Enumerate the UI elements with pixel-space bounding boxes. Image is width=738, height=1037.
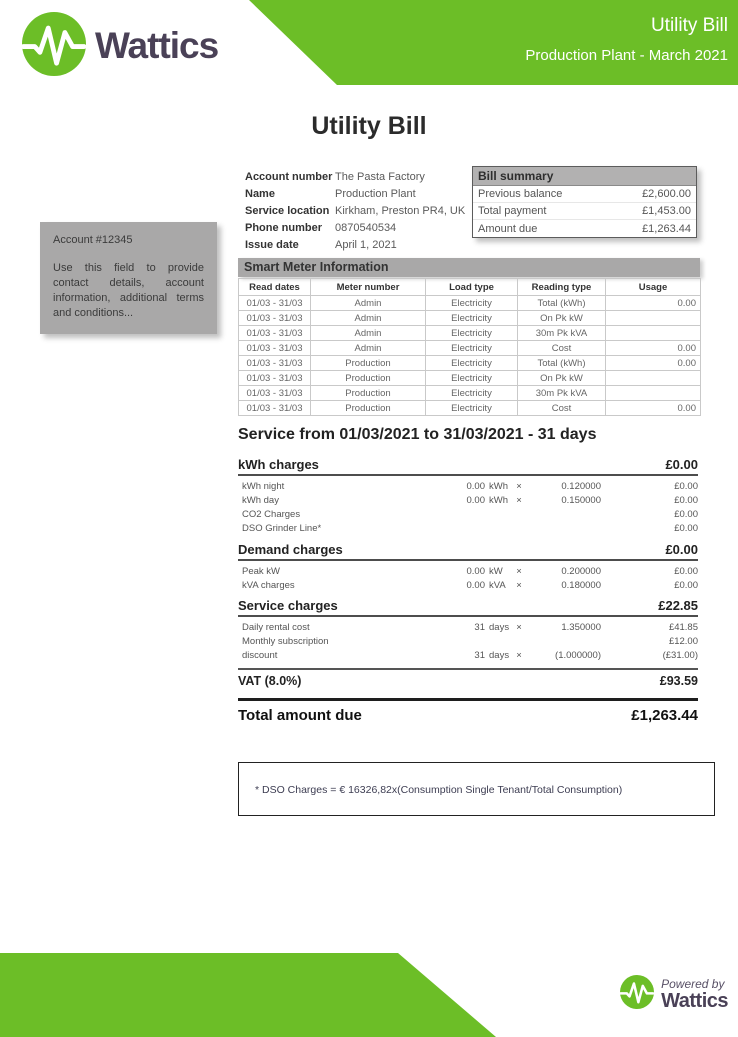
account-row: [245, 185, 470, 202]
account-value: Production Plant: [335, 187, 416, 200]
table-cell: 01/03 - 31/03: [239, 326, 311, 341]
page-title: Utility Bill: [311, 112, 427, 140]
table-cell: Electricity: [426, 401, 518, 416]
account-row: [245, 168, 470, 185]
demand-charges-rows: [238, 564, 698, 592]
table-cell: Electricity: [426, 386, 518, 401]
bill-summary-title: Bill summary: [473, 167, 696, 186]
table-cell: Cost: [518, 401, 606, 416]
table-cell: Production: [311, 401, 426, 416]
account-label: Issue date: [245, 238, 299, 251]
vat-amount: £93.59: [659, 674, 698, 688]
charge-row: Peak kW 0.00 kW × 0.200000 £0.00: [242, 565, 698, 577]
table-cell: Admin: [311, 311, 426, 326]
smart-meter-section: [238, 258, 700, 416]
table-cell: Production: [311, 356, 426, 371]
table-row: [239, 371, 701, 386]
header-text-block: [525, 15, 728, 64]
dso-footnote-box: [238, 762, 715, 816]
table-row: [239, 386, 701, 401]
table-cell: Cost: [518, 341, 606, 356]
account-note-text: Use this field to provide contact details, account information, additional terms and conditions...: [53, 262, 204, 319]
table-cell: On Pk kW: [518, 371, 606, 386]
account-value: April 1, 2021: [335, 238, 397, 251]
charge-row: kWh night 0.00 kWh × 0.120000 £0.00: [242, 480, 698, 492]
table-row: [239, 401, 701, 416]
smart-meter-title: Smart Meter Information: [238, 258, 700, 277]
section-title: Service charges: [238, 598, 338, 613]
wattics-logo: [22, 14, 218, 78]
bill-summary-value: £1,263.44: [642, 222, 691, 235]
charge-row: DSO Grinder Line* £0.00: [242, 522, 698, 534]
table-cell: 30m Pk kVA: [518, 386, 606, 401]
total-due-row: [238, 698, 698, 724]
section-total: £0.00: [665, 542, 698, 557]
account-row: [245, 219, 470, 236]
section-total: £22.85: [658, 598, 698, 613]
table-cell: Electricity: [426, 311, 518, 326]
charge-row: kWh day 0.00 kWh × 0.150000 £0.00: [242, 494, 698, 506]
charge-row: Daily rental cost 31 days × 1.350000 £41.85: [242, 621, 698, 633]
powered-by-wattics-logo: [620, 975, 728, 1014]
service-charges-header: [238, 598, 698, 617]
charge-row: kVA charges 0.00 kVA × 0.180000 £0.00: [242, 579, 698, 591]
table-header-row: [239, 279, 701, 296]
footer-banner: [0, 953, 500, 1037]
table-cell: Electricity: [426, 296, 518, 311]
table-cell: 01/03 - 31/03: [239, 296, 311, 311]
table-cell: 01/03 - 31/03: [239, 401, 311, 416]
header-title: Utility Bill: [650, 15, 728, 36]
table-cell: 01/03 - 31/03: [239, 386, 311, 401]
table-cell: Electricity: [426, 341, 518, 356]
dso-footnote-text: * DSO Charges = € 16326,82x(Consumption Single Tenant/Total Consumption): [255, 784, 623, 796]
table-cell: [606, 326, 701, 341]
account-row: [245, 236, 470, 253]
table-row: [239, 356, 701, 371]
table-cell: [606, 386, 701, 401]
table-cell: Admin: [311, 341, 426, 356]
footer-brand-name: Wattics: [661, 990, 728, 1012]
table-cell: 0.00: [606, 296, 701, 311]
bill-summary-value: £1,453.00: [642, 205, 691, 217]
bill-summary-label: Previous balance: [478, 188, 563, 200]
service-section: [238, 426, 698, 724]
account-label: Phone number: [245, 221, 323, 234]
account-note-box: [40, 222, 217, 334]
table-cell: 0.00: [606, 341, 701, 356]
account-value: 0870540534: [335, 221, 397, 234]
service-period-heading: Service from 01/03/2021 to 31/03/2021 - 31 days: [238, 426, 597, 443]
table-cell: On Pk kW: [518, 311, 606, 326]
column-header: Read dates: [239, 279, 311, 296]
section-title: kWh charges: [238, 457, 319, 472]
table-row: [239, 326, 701, 341]
table-cell: Total (kWh): [518, 296, 606, 311]
bill-summary-label: Amount due: [478, 222, 538, 235]
bill-summary: [472, 166, 697, 238]
charge-row: CO2 Charges £0.00: [242, 508, 698, 520]
demand-charges-header: [238, 542, 698, 561]
table-cell: 01/03 - 31/03: [239, 371, 311, 386]
table-cell: 0.00: [606, 356, 701, 371]
column-header: Reading type: [518, 279, 606, 296]
table-row: [239, 311, 701, 326]
bill-summary-label: Total payment: [478, 205, 547, 217]
table-cell: Production: [311, 371, 426, 386]
bill-summary-value: £2,600.00: [642, 188, 691, 200]
table-cell: Electricity: [426, 356, 518, 371]
table-cell: Electricity: [426, 371, 518, 386]
table-row: [239, 341, 701, 356]
account-value: Kirkham, Preston PR4, UK: [335, 204, 466, 217]
table-cell: Electricity: [426, 326, 518, 341]
table-cell: Admin: [311, 326, 426, 341]
column-header: Meter number: [311, 279, 426, 296]
table-cell: Admin: [311, 296, 426, 311]
service-charges-rows: [238, 620, 698, 662]
table-cell: Total (kWh): [518, 356, 606, 371]
brand-name: Wattics: [95, 25, 219, 66]
table-cell: [606, 371, 701, 386]
account-row: [245, 202, 470, 219]
bill-summary-row: [473, 203, 696, 220]
table-cell: 01/03 - 31/03: [239, 341, 311, 356]
wattics-logo-icon: [22, 12, 86, 81]
bill-summary-row: [473, 186, 696, 203]
column-header: Load type: [426, 279, 518, 296]
charge-row: Monthly subscription £12.00: [242, 635, 698, 647]
account-label: Name: [245, 187, 275, 200]
account-value: The Pasta Factory: [335, 170, 425, 183]
table-cell: 30m Pk kVA: [518, 326, 606, 341]
wattics-logo-icon: [620, 975, 654, 1014]
header-subtitle: Production Plant - March 2021: [525, 47, 728, 64]
table-cell: 01/03 - 31/03: [239, 311, 311, 326]
table-cell: Production: [311, 386, 426, 401]
account-label: Service location: [245, 204, 330, 217]
kwh-charges-rows: [238, 479, 698, 535]
table-cell: 0.00: [606, 401, 701, 416]
total-due-amount: £1,263.44: [631, 707, 698, 724]
table-cell: [606, 311, 701, 326]
account-note-number: Account #12345: [53, 234, 133, 246]
kwh-charges-header: [238, 457, 698, 476]
section-total: £0.00: [665, 457, 698, 472]
smart-meter-table: [238, 278, 701, 416]
section-title: Demand charges: [238, 542, 343, 557]
powered-by-label: Powered by: [661, 977, 725, 991]
vat-row: [238, 668, 698, 688]
account-info: [245, 168, 470, 253]
column-header: Usage: [606, 279, 701, 296]
vat-label: VAT (8.0%): [238, 674, 302, 688]
bill-summary-row: [473, 220, 696, 237]
account-label: Account number: [245, 170, 333, 183]
table-row: [239, 296, 701, 311]
charge-row: discount 31 days × (1.000000) (£31.00): [242, 649, 698, 661]
table-cell: 01/03 - 31/03: [239, 356, 311, 371]
total-due-label: Total amount due: [238, 707, 362, 724]
